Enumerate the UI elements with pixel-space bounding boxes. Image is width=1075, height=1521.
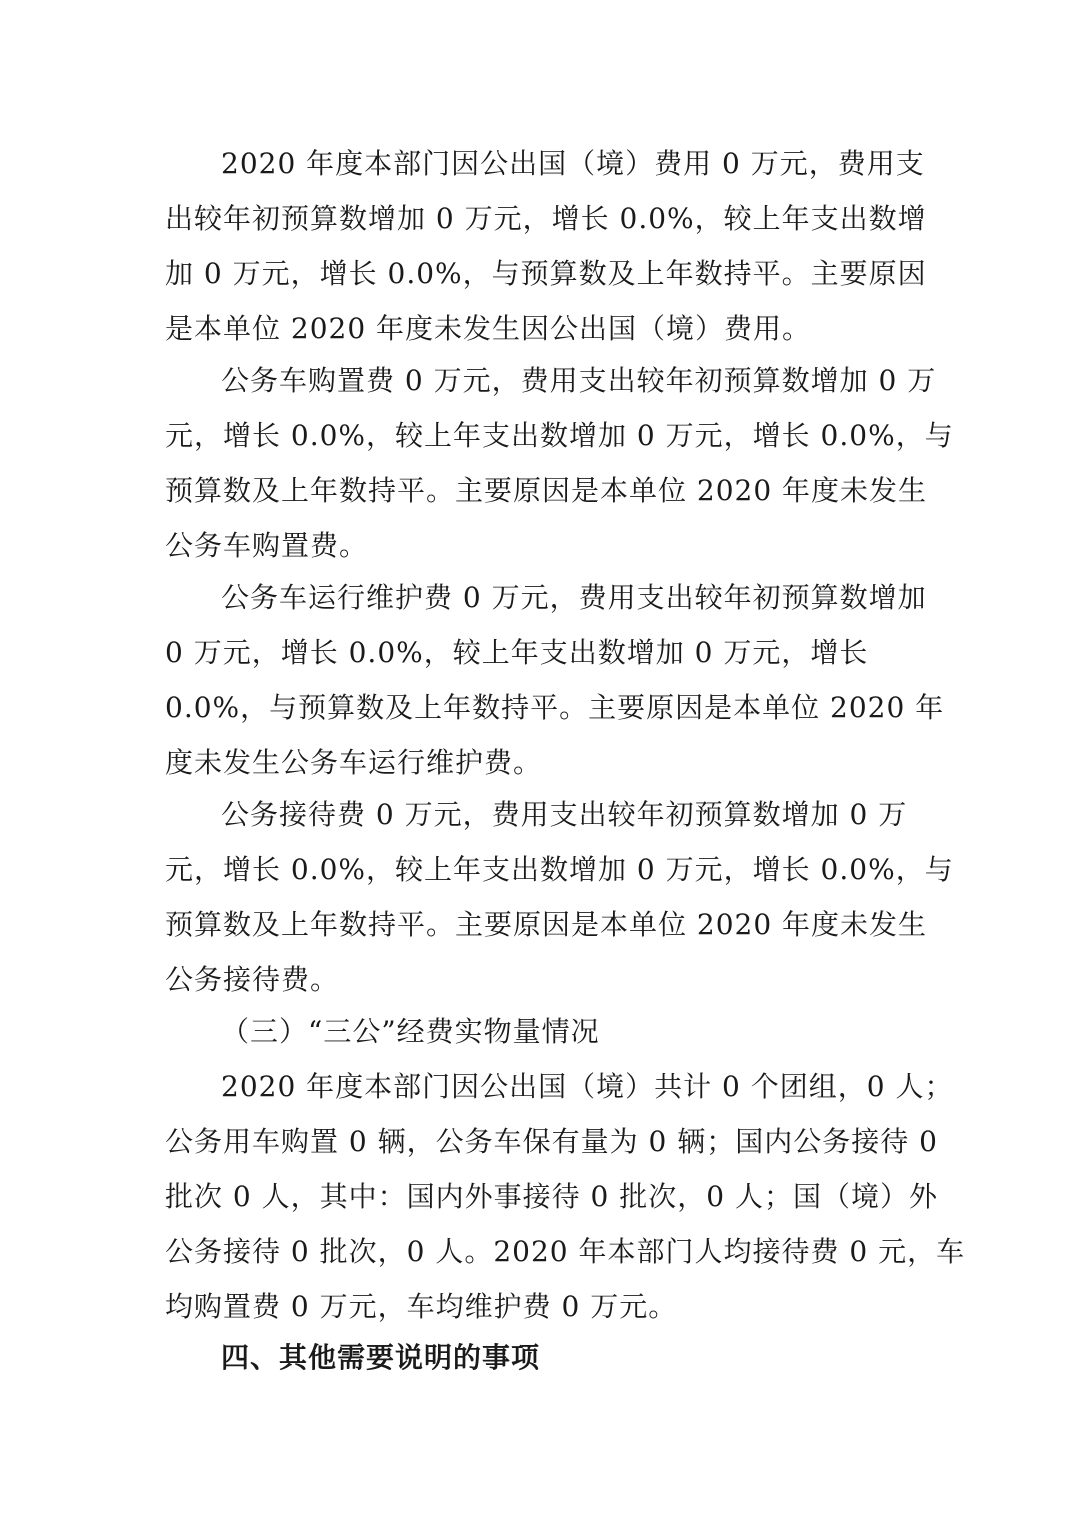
paragraph-line: 批次 0 人，其中：国内外事接待 0 批次，0 人；国（境）外 [165, 1180, 938, 1213]
paragraph-line: 预算数及上年数持平。主要原因是本单位 2020 年度未发生 [165, 474, 928, 507]
paragraph-line: 预算数及上年数持平。主要原因是本单位 2020 年度未发生 [165, 908, 928, 941]
paragraph-line: 0 万元，增长 0.0%，较上年支出数增加 0 万元，增长 [165, 636, 869, 669]
paragraph-line: 出较年初预算数增加 0 万元，增长 0.0%，较上年支出数增 [165, 202, 927, 235]
paragraph-line: 公务车运行维护费 0 万元，费用支出较年初预算数增加 [221, 581, 927, 614]
paragraph-line: 度未发生公务车运行维护费。 [165, 746, 543, 779]
paragraph-line: 2020 年度本部门因公出国（境）共计 0 个团组，0 人； [221, 1070, 954, 1103]
section-heading: 四、其他需要说明的事项 [221, 1341, 541, 1374]
paragraph-line: 公务接待 0 批次，0 人。2020 年本部门人均接待费 0 元，车 [165, 1235, 966, 1268]
paragraph-line: 均购置费 0 万元，车均维护费 0 万元。 [165, 1290, 678, 1323]
paragraph-line: 2020 年度本部门因公出国（境）费用 0 万元，费用支 [221, 147, 925, 180]
section-subheading: （三）“三公”经费实物量情况 [221, 1015, 600, 1048]
paragraph-line: 公务接待费。 [165, 963, 340, 996]
paragraph-line: 元，增长 0.0%，较上年支出数增加 0 万元，增长 0.0%，与 [165, 853, 954, 886]
paragraph-line: 加 0 万元，增长 0.0%，与预算数及上年数持平。主要原因 [165, 257, 927, 290]
paragraph-line: 0.0%，与预算数及上年数持平。主要原因是本单位 2020 年 [165, 691, 945, 724]
paragraph-line: 元，增长 0.0%，较上年支出数增加 0 万元，增长 0.0%，与 [165, 419, 954, 452]
paragraph-line: 公务用车购置 0 辆，公务车保有量为 0 辆；国内公务接待 0 [165, 1125, 938, 1158]
paragraph-line: 公务车购置费 0 万元，费用支出较年初预算数增加 0 万 [221, 364, 937, 397]
paragraph-line: 是本单位 2020 年度未发生因公出国（境）费用。 [165, 312, 812, 345]
paragraph-line: 公务接待费 0 万元，费用支出较年初预算数增加 0 万 [221, 798, 908, 831]
paragraph-line: 公务车购置费。 [165, 529, 369, 562]
